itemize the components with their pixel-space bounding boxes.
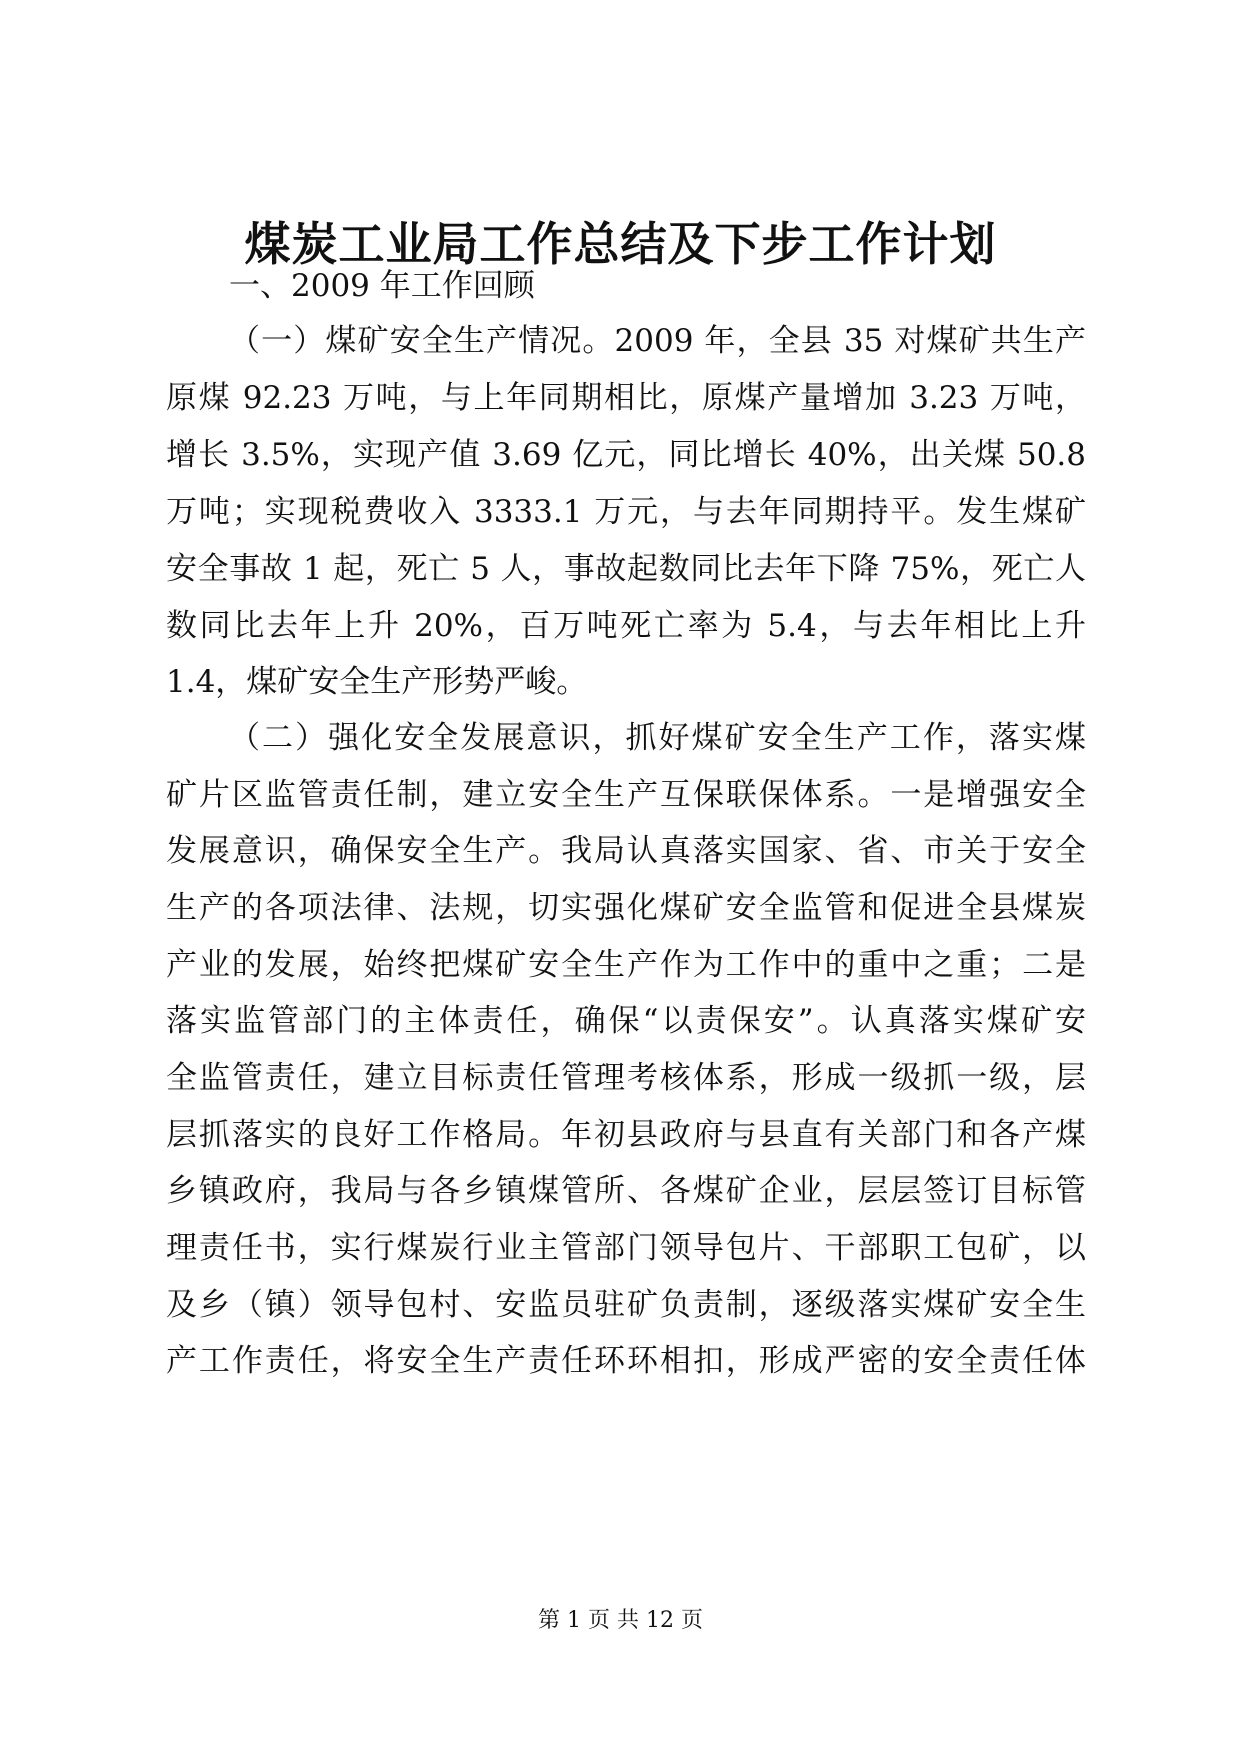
paragraph-line: 数同比去年上升 20%，百万吨死亡率为 5.4，与去年相比上升	[166, 608, 1086, 644]
paragraph-line: 增长 3.5%，实现产值 3.69 亿元，同比增长 40%，出关煤 50.8	[166, 437, 1086, 473]
paragraph-line: 产工作责任，将安全生产责任环环相扣，形成严密的安全责任体	[166, 1343, 1086, 1379]
paragraph-line: 万吨；实现税费收入 3333.1 万元，与去年同期持平。发生煤矿	[166, 494, 1086, 530]
paragraph-line: 生产的各项法律、法规，切实强化煤矿安全监管和促进全县煤炭	[166, 890, 1086, 926]
paragraph-line: 落实监管部门的主体责任，确保“以责保安”。认真落实煤矿安	[166, 1003, 1086, 1039]
paragraph-line: （二）强化安全发展意识，抓好煤矿安全生产工作，落实煤	[229, 720, 1086, 756]
paragraph-line: 及乡（镇）领导包村、安监员驻矿负责制，逐级落实煤矿安全生	[166, 1287, 1086, 1323]
paragraph-line: 原煤 92.23 万吨，与上年同期相比，原煤产量增加 3.23 万吨，	[166, 380, 1086, 416]
paragraph-line: 乡镇政府，我局与各乡镇煤管所、各煤矿企业，层层签订目标管	[166, 1173, 1086, 1209]
paragraph-line: 矿片区监管责任制，建立安全生产互保联保体系。一是增强安全	[166, 777, 1086, 813]
paragraph-line: 产业的发展，始终把煤矿安全生产作为工作中的重中之重；二是	[166, 947, 1086, 983]
paragraph-line: 理责任书，实行煤炭行业主管部门领导包片、干部职工包矿，以	[166, 1230, 1086, 1266]
paragraph-line: 全监管责任，建立目标责任管理考核体系，形成一级抓一级，层	[166, 1060, 1086, 1096]
paragraph-line: 安全事故 1 起，死亡 5 人，事故起数同比去年下降 75%，死亡人	[166, 551, 1086, 587]
paragraph-line: （一）煤矿安全生产情况。2009 年，全县 35 对煤矿共生产	[229, 323, 1086, 359]
section-heading: 一、2009 年工作回顾	[229, 268, 535, 304]
paragraph-line: 层抓落实的良好工作格局。年初县政府与县直有关部门和各产煤	[166, 1117, 1086, 1153]
paragraph-line: 发展意识，确保安全生产。我局认真落实国家、省、市关于安全	[166, 833, 1086, 869]
page-number-footer: 第 1 页 共 12 页	[538, 1608, 703, 1633]
paragraph-line: 1.4，煤矿安全生产形势严峻。	[166, 664, 588, 700]
page-title: 煤炭工业局工作总结及下步工作计划	[244, 217, 997, 271]
